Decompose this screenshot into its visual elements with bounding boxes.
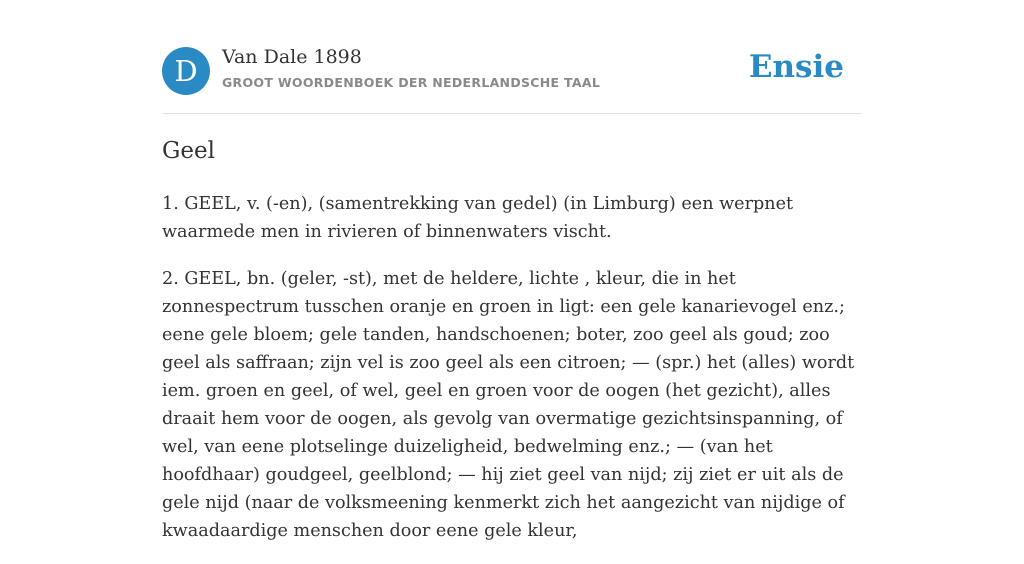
- source-header: [162, 46, 862, 96]
- source-subtitle: GROOT WOORDENBOEK DER NEDERLANDSCHE TAAL: [222, 75, 601, 90]
- source-title[interactable]: Van Dale 1898: [222, 46, 362, 68]
- definition-entry-2: 2. GEEL, bn. (geler, -st), met de heldere, lichte , kleur, die in het zonnespectrum tusschen oranje en groen in ligt: een gele kanarievogel enz.; eene gele bloem; gele tanden, handschoenen; boter, zoo geel als goud; zoo geel als saffraan; zijn vel is zoo geel als een citroen; — (spr.) het (alles) wordt iem. groen en geel, of wel, geel en groen voor de oogen (het gezicht), alles draait hem voor de oogen, als gevolg van overmatige gezichtsinspanning, of wel, van eene plotselinge duizeligheid, bedwelming enz.; — (van het hoofdhaar) goudgeel, geelblond; — hij ziet geel van nijd; zij ziet er uit als de gele nijd (naar de volksmeening kenmerkt zich het aangezicht van nijdige of kwaadaardige menschen door eene gele kleur,: [162, 269, 855, 541]
- definition-list: [162, 190, 866, 564]
- word-title: Geel: [162, 138, 215, 164]
- definition-entry-1: 1. GEEL, v. (-en), (samentrekking van gedel) (in Limburg) een werpnet waarmede men in rivieren of binnenwaters vischt.: [162, 194, 794, 242]
- header-divider: [162, 113, 862, 114]
- brand-logo[interactable]: Ensie: [748, 49, 844, 85]
- source-avatar: D: [162, 47, 210, 95]
